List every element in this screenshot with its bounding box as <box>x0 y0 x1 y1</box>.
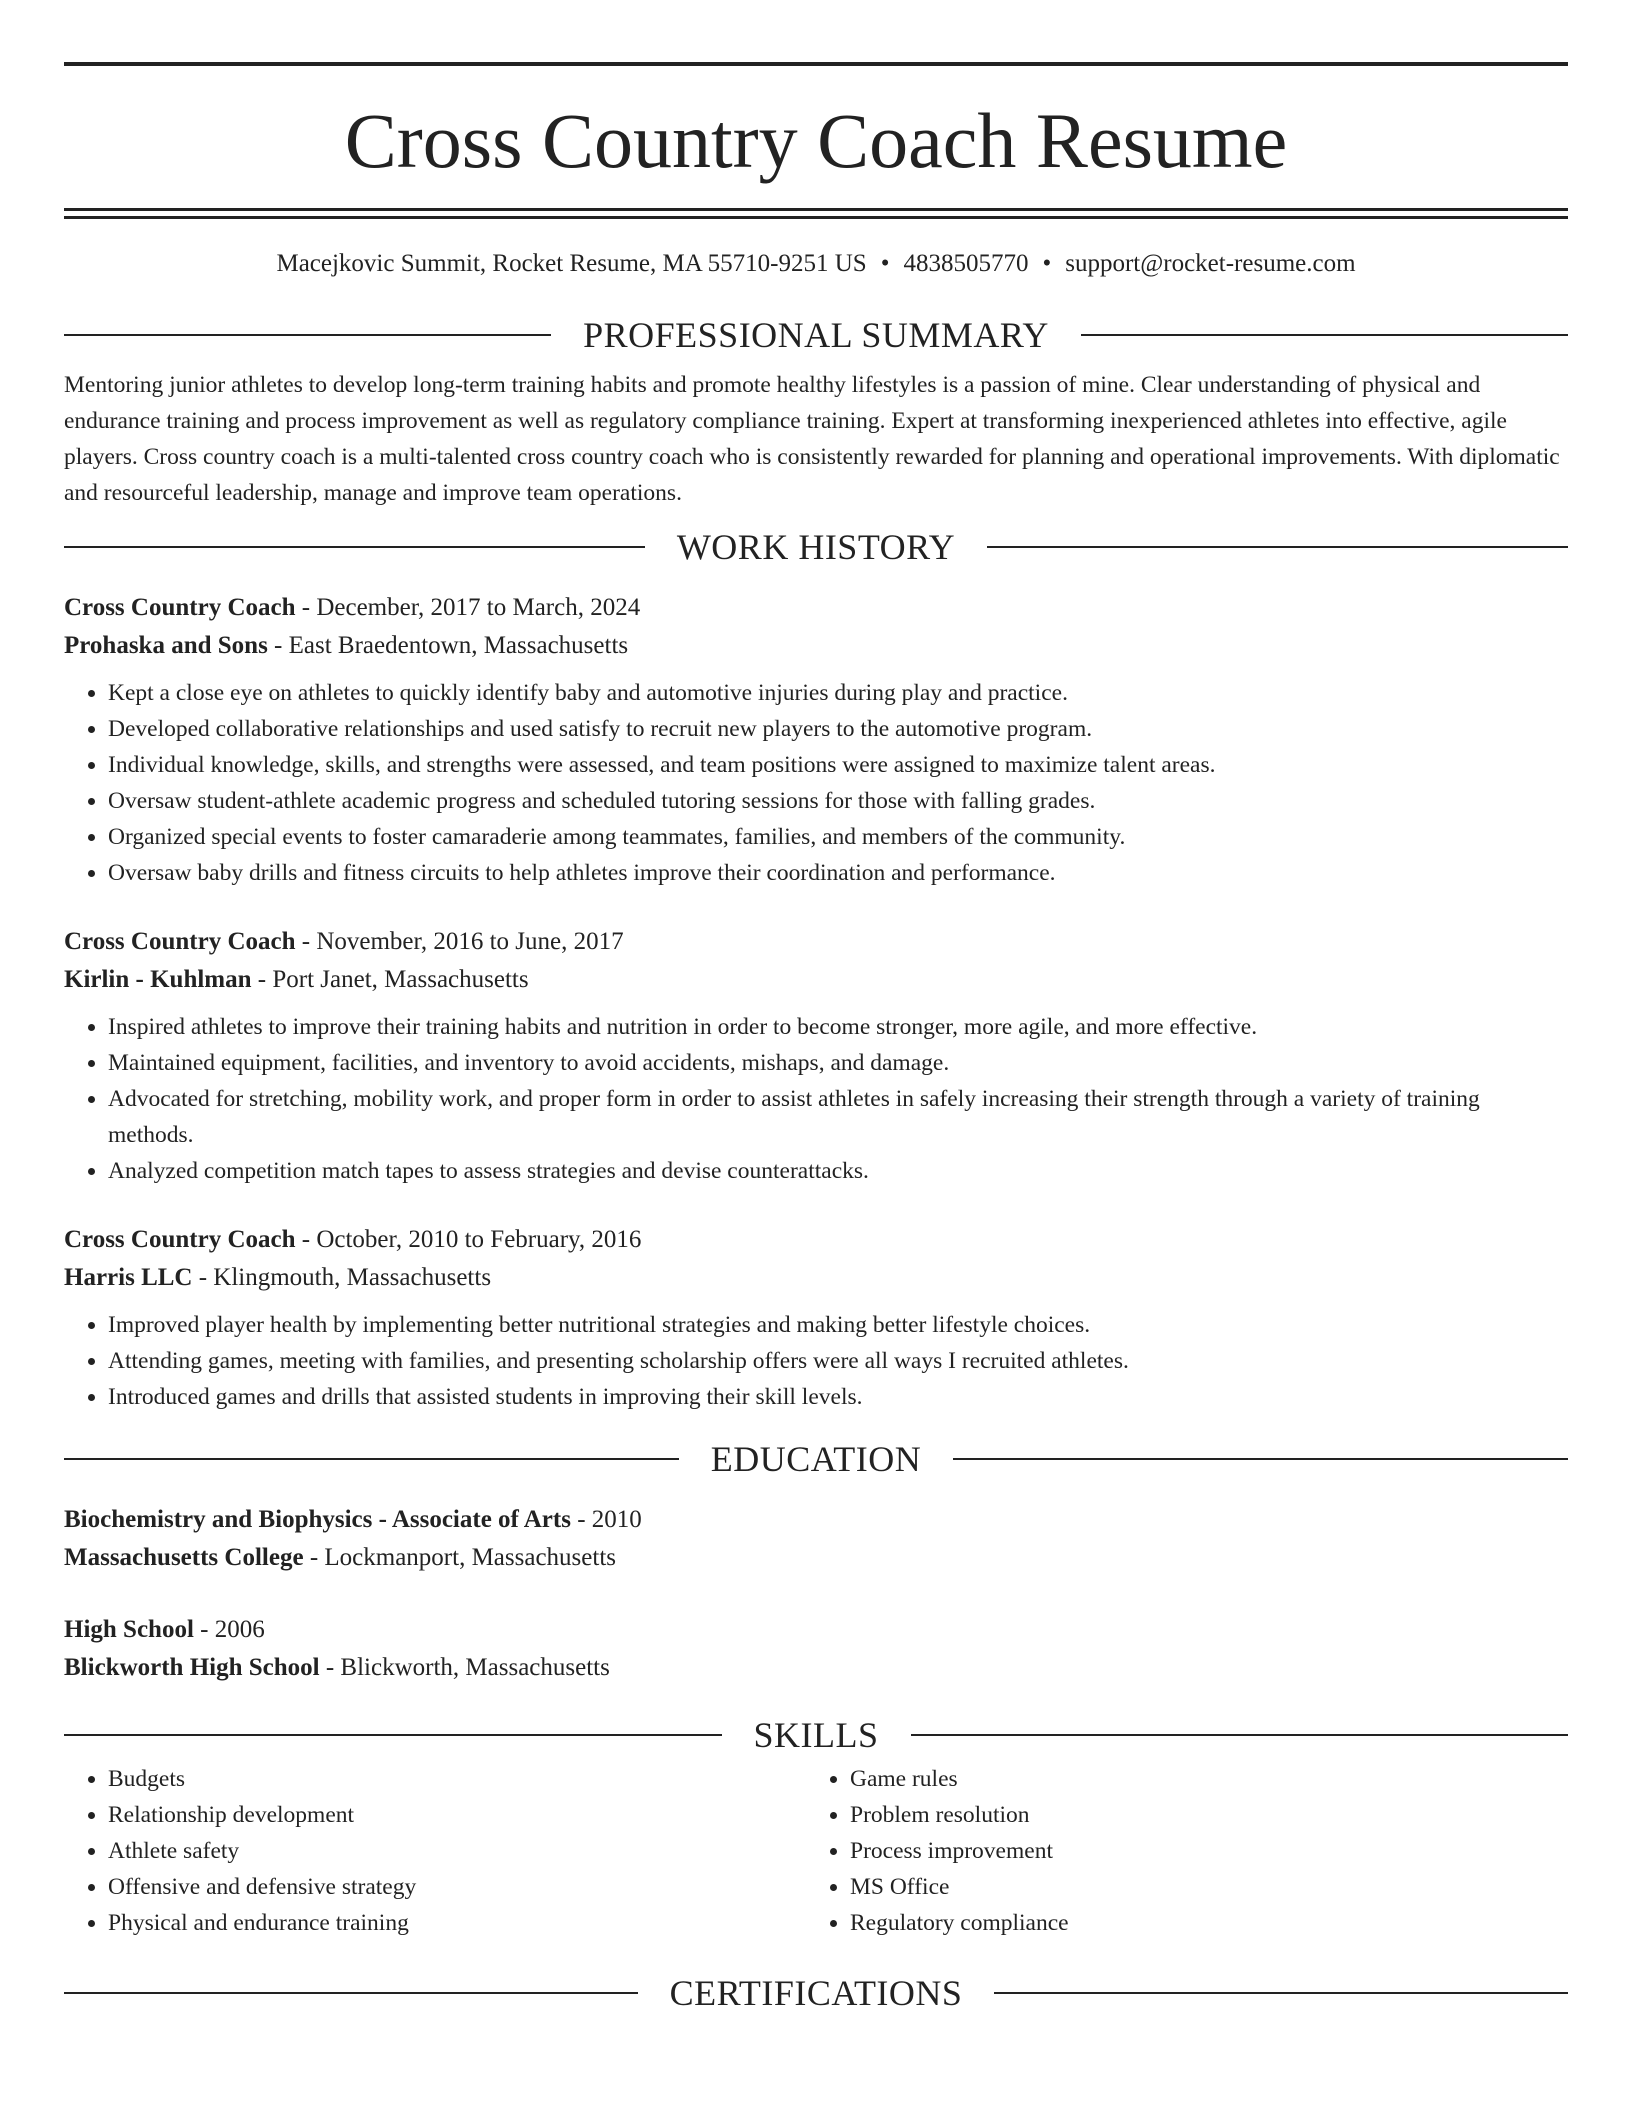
job-entry <box>64 589 1568 891</box>
top-rule <box>64 62 1568 66</box>
job-company: Prohaska and Sons <box>64 632 268 659</box>
education-school: Massachusetts College <box>64 1544 304 1571</box>
education-location: - Blickworth, Massachusetts <box>319 1654 610 1681</box>
job-company-line <box>64 627 1568 665</box>
job-bullet: • Advocated for stretching, mobility work, and proper form in order to assist athletes in safely increasing their strength through a variety of training methods. <box>108 1081 1568 1153</box>
education-degree: Biochemistry and Biophysics - Associate of Arts <box>64 1506 571 1533</box>
heading-rule <box>64 1734 722 1736</box>
education-degree-line <box>64 1611 1568 1649</box>
education-degree: High School <box>64 1616 194 1643</box>
education-school-line <box>64 1539 1568 1577</box>
section-heading-skills <box>64 1715 1568 1755</box>
education-degree-line <box>64 1501 1568 1539</box>
section-title: PROFESSIONAL SUMMARY <box>583 315 1049 355</box>
job-bullet: • Attending games, meeting with families, and presenting scholarship offers were all ways I recruited athletes. <box>108 1343 1568 1379</box>
job-bullets <box>64 1307 1568 1415</box>
job-bullets <box>64 1009 1568 1189</box>
job-location: - Port Janet, Massachusetts <box>251 966 529 993</box>
skill-item: • Athlete safety <box>108 1833 806 1869</box>
section-heading-education <box>64 1439 1568 1479</box>
education-entry <box>64 1501 1568 1577</box>
heading-rule <box>64 546 645 548</box>
summary-text: Mentoring junior athletes to develop long-term training habits and promote healthy lifestyles is a passion of mine. Clear understanding of physical and endurance training and process improvement as well as regulatory compliance training. Expert at transforming inexperienced athletes into effective, agile players. Cross country coach is a multi-talented cross country coach who is consistently rewarded for planning and operational improvements. With diplomatic and resourceful leadership, manage and improve team operations. <box>64 372 1560 506</box>
heading-rule <box>987 546 1568 548</box>
job-dates: - November, 2016 to June, 2017 <box>295 928 624 955</box>
section-title: SKILLS <box>753 1715 879 1755</box>
contact-line <box>64 249 1568 279</box>
heading-rule <box>64 1458 679 1460</box>
job-dates: - December, 2017 to March, 2024 <box>295 594 641 621</box>
skill-item: • Problem resolution <box>850 1797 1548 1833</box>
section-heading-work <box>64 527 1568 567</box>
job-title: Cross Country Coach <box>64 1226 296 1253</box>
heading-rule <box>911 1734 1569 1736</box>
job-company-line <box>64 1259 1568 1297</box>
heading-rule <box>1081 334 1568 336</box>
section-title: CERTIFICATIONS <box>669 1973 963 2013</box>
job-bullet: • Kept a close eye on athletes to quickly identify baby and automotive injuries during play and practice. <box>108 675 1568 711</box>
job-title-line <box>64 1221 1568 1259</box>
job-bullet: • Maintained equipment, facilities, and inventory to avoid accidents, mishaps, and damage. <box>108 1045 1568 1081</box>
heading-rule <box>64 1992 638 1994</box>
job-bullet: • Inspired athletes to improve their training habits and nutrition in order to become stronger, more agile, and more effective. <box>108 1009 1568 1045</box>
title-double-rule <box>64 208 1568 219</box>
contact-separator: • <box>1042 250 1052 277</box>
job-bullet: • Analyzed competition match tapes to assess strategies and devise counterattacks. <box>108 1153 1568 1189</box>
job-company: Harris LLC <box>64 1264 193 1291</box>
skill-item: • Process improvement <box>850 1833 1548 1869</box>
contact-address: Macejkovic Summit, Rocket Resume, MA 55710-9251 US <box>276 250 867 277</box>
job-entry <box>64 923 1568 1189</box>
education-entry <box>64 1611 1568 1687</box>
job-bullet: • Improved player health by implementing better nutritional strategies and making better lifestyle choices. <box>108 1307 1568 1343</box>
section-title: EDUCATION <box>710 1439 922 1479</box>
job-title-line <box>64 589 1568 627</box>
education-year: - 2006 <box>193 1616 265 1643</box>
section-heading-summary <box>64 315 1568 355</box>
section-heading-certifications <box>64 1973 1568 2013</box>
section-title: WORK HISTORY <box>676 527 956 567</box>
job-bullet: • Individual knowledge, skills, and strengths were assessed, and team positions were assigned to maximize talent areas. <box>108 747 1568 783</box>
job-title-line <box>64 923 1568 961</box>
job-location: - East Braedentown, Massachusetts <box>267 632 629 659</box>
skill-item: • Relationship development <box>108 1797 806 1833</box>
contact-phone[interactable]: 4838505770 <box>903 250 1029 277</box>
job-location: - Klingmouth, Massachusetts <box>192 1264 492 1291</box>
education-school: Blickworth High School <box>64 1654 320 1681</box>
job-title: Cross Country Coach <box>64 594 296 621</box>
job-bullet: • Organized special events to foster camaraderie among teammates, families, and members of the community. <box>108 819 1568 855</box>
job-entry <box>64 1221 1568 1415</box>
skill-item: • Physical and endurance training <box>108 1905 806 1941</box>
job-bullet: • Developed collaborative relationships and used satisfy to recruit new players to the automotive program. <box>108 711 1568 747</box>
skills-column-right <box>806 1761 1548 1941</box>
job-title: Cross Country Coach <box>64 928 296 955</box>
skill-item: • Budgets <box>108 1761 806 1797</box>
job-bullet: • Introduced games and drills that assisted students in improving their skill levels. <box>108 1379 1568 1415</box>
job-company-line <box>64 961 1568 999</box>
skill-item: • MS Office <box>850 1869 1548 1905</box>
contact-separator: • <box>880 250 890 277</box>
contact-email[interactable]: support@rocket-resume.com <box>1065 250 1356 277</box>
education-year: - 2010 <box>570 1506 642 1533</box>
resume-title: Cross Country Coach Resume <box>344 97 1288 184</box>
skills-column-left <box>64 1761 806 1941</box>
job-bullets <box>64 675 1568 891</box>
skill-item: • Game rules <box>850 1761 1548 1797</box>
skill-item: • Offensive and defensive strategy <box>108 1869 806 1905</box>
skills-list <box>64 1761 1568 1941</box>
job-bullet: • Oversaw student-athlete academic progress and scheduled tutoring sessions for those with falling grades. <box>108 783 1568 819</box>
job-dates: - October, 2010 to February, 2016 <box>295 1226 642 1253</box>
education-location: - Lockmanport, Massachusetts <box>303 1544 616 1571</box>
education-school-line <box>64 1649 1568 1687</box>
heading-rule <box>64 334 551 336</box>
job-company: Kirlin - Kuhlman <box>64 966 252 993</box>
skill-item: • Regulatory compliance <box>850 1905 1548 1941</box>
job-bullet: • Oversaw baby drills and fitness circuits to help athletes improve their coordination and performance. <box>108 855 1568 891</box>
resume-page <box>64 0 1568 2013</box>
heading-rule <box>953 1458 1568 1460</box>
heading-rule <box>994 1992 1568 1994</box>
